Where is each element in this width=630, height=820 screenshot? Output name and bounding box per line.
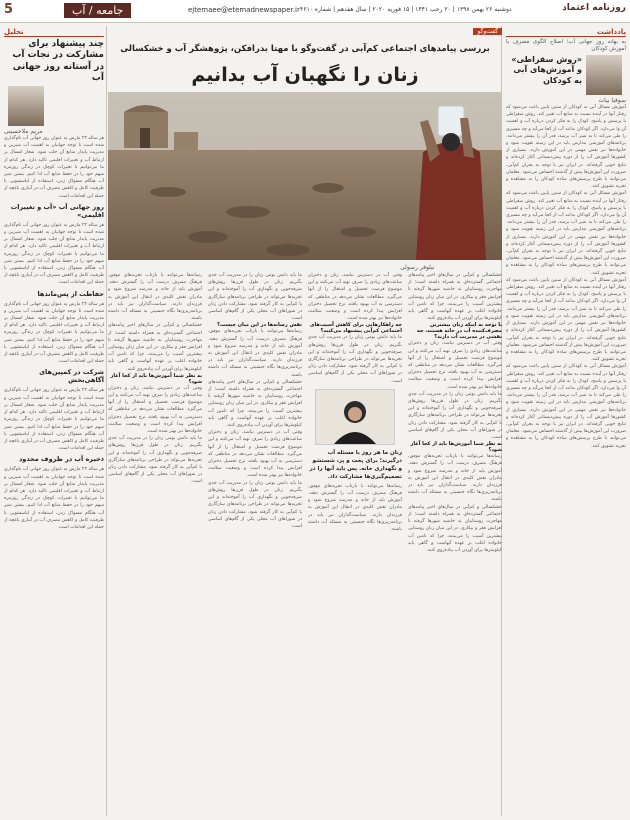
story-text: ما باید دانش بومی زنان را در مدیریت آب جدی بگیریم. زنان در طول قرن‌ها روش‌های صرفه‌جویی و نگهداری آب را آموخته‌اند و این تجربه‌ها می‌تواند در طراحی برنامه‌های سازگاری با کم‌آبی به کار گرفته شود. مشارکت دادن زنان در شوراهای آب محلی یکی از گام‌های اساسی است. [408, 391, 502, 441]
story-body [108, 272, 502, 816]
interview-question: به نظر شما آموزش‌ها باید از کجا آغاز شود؟ [110, 372, 202, 385]
story-kicker [108, 28, 502, 36]
story-text: خشکسالی و کم‌آبی در سال‌های اخیر پیامدهای اجتماعی گسترده‌ای به همراه داشته است؛ از مهاجرت روستاییان به حاشیه شهرها گرفته تا افزایش فقر و بیکاری. در این میان زنان روستایی بیشترین آسیب را می‌بینند، چرا که تامین آب خانواده اغلب بر عهده آنهاست و گاهی باید کیلومترها برای آوردن آب پیاده‌روی کنند. [108, 323, 202, 372]
page-header [0, 0, 630, 23]
story-column [208, 272, 302, 816]
section-label: جامعه / آب [64, 3, 131, 18]
analysis-subhead: ذخیره آب در ظروف محدود [18, 455, 104, 464]
story-text: خشکسالی و کم‌آبی در سال‌های اخیر پیامدهای اجتماعی گسترده‌ای به همراه داشته است؛ از مهاجرت روستاییان به حاشیه شهرها گرفته تا افزایش فقر و بیکاری. در این میان زنان روستایی بیشترین آسیب را می‌بینند، چرا که تامین آب خانواده اغلب بر عهده آنهاست و گاهی باید کیلومترها برای آوردن آب پیاده‌روی کنند. [408, 273, 502, 322]
pull-quote: زنان ما هر روز با مسئله آب درگیرند؛ برای پخت و پز، شستشو و نگهداری خانه. پس باید آنها را در تصمیم‌گیری‌ها مشارکت داد. [309, 449, 402, 480]
interviewee-photo [315, 389, 395, 445]
hero-photo-graphic [108, 92, 502, 260]
interview-question: نقش رسانه‌ها در این میان چیست؟ [217, 322, 302, 329]
story-text: وقتی آب در دسترس نباشد، زنان و دختران ساعت‌های زیادی را صرف تهیه آب می‌کنند و این موضوع فرصت تحصیل و اشتغال را از آنها می‌گیرد. مطالعات نشان می‌دهد در مناطقی که دسترسی به آب بهبود یافته، نرخ تحصیل دختران افزایش پیدا کرده است و وضعیت سلامت خانواده‌ها نیز بهتر شده است. [308, 273, 402, 322]
story-text: ما باید دانش بومی زنان را در مدیریت آب جدی بگیریم. زنان در طول قرن‌ها روش‌های صرفه‌جویی و نگهداری آب را آموخته‌اند و این تجربه‌ها می‌تواند در طراحی برنامه‌های سازگاری با کم‌آبی به کار گرفته شود. مشارکت دادن زنان در شوراهای آب محلی یکی از گام‌های اساسی است. [208, 273, 302, 322]
story-text: خشکسالی و کم‌آبی در سال‌های اخیر پیامدهای اجتماعی گسترده‌ای به همراه داشته است؛ از مهاجرت روستاییان به حاشیه شهرها گرفته تا افزایش فقر و بیکاری. در این میان زنان روستایی بیشترین آسیب را می‌بینند، چرا که تامین آب خانواده اغلب بر عهده آنهاست و گاهی باید کیلومترها برای آوردن آب پیاده‌روی کنند. [408, 504, 502, 553]
story-text: وقتی آب در دسترس نباشد، زنان و دختران ساعت‌های زیادی را صرف تهیه آب می‌کنند و این موضوع فرصت تحصیل و اشتغال را از آنها می‌گیرد. مطالعات نشان می‌دهد در مناطقی که دسترسی به آب بهبود یافته، نرخ تحصیل دختران افزایش پیدا کرده است و وضعیت سلامت خانواده‌ها نیز بهتر شده است. [408, 341, 502, 390]
story-column [308, 272, 402, 816]
story-text: وقتی آب در دسترس نباشد، زنان و دختران ساعت‌های زیادی را صرف تهیه آب می‌کنند و این موضوع فرصت تحصیل و اشتغال را از آنها می‌گیرد. مطالعات نشان می‌دهد در مناطقی که دسترسی به آب بهبود یافته، نرخ تحصیل دختران افزایش پیدا کرده است و وضعیت سلامت خانواده‌ها نیز بهتر شده است. [108, 385, 202, 435]
analysis-body: هر ساله ۲۲ مارس به عنوان روز جهانی آب نام‌گذاری شده است تا توجه جهانیان به اهمیت آب شیرین و مدیریت پایدار منابع آن جلب شود. شعار امسال بر ارتباط آب و تغییرات اقلیمی تاکید دارد. هر کدام از ما می‌توانیم با تغییرات کوچک در زندگی روزمره سهم خود را در حفظ منابع آب ادا کنیم. بستن شیر آب هنگام مسواک زدن، استفاده از لباسشویی با ظرفیت کامل و کاهش مصرف آب در آبیاری باغچه از جمله این اقدامات است. [4, 136, 104, 199]
story-text: خشکسالی و کم‌آبی در سال‌های اخیر پیامدهای اجتماعی گسترده‌ای به همراه داشته است؛ از مهاجرت روستاییان به حاشیه شهرها گرفته تا افزایش فقر و بیکاری. در این میان زنان روستایی بیشترین آسیب را می‌بینند، چرا که تامین آب خانواده اغلب بر عهده آنهاست و گاهی باید کیلومترها برای آوردن آب پیاده‌روی کنند. [208, 379, 302, 429]
hero-photo [108, 92, 502, 260]
analysis-title: چند پیشنهاد برای مشارکت در نجات آب در آستانه روز جهانی آب [12, 39, 104, 83]
note-body: آموزش مسائل آبی به کودکان از سنین پایین باعث می‌شود که رفتار آنها در آینده نسبت به منابع آب تغییر کند. روش سقراطی با پرسش و پاسخ، کودک را به فکر کردن درباره آب و اهمیت آن وا می‌دارد. اگر کودکان بدانند آب از کجا می‌آید و چه مسیری را طی می‌کند تا به شیر آب برسد، قدر آن را بیشتر می‌دانند. برنامه‌های آموزشی مدارس باید در این زمینه تقویت شود و خانواده‌ها نیز نقش مهمی در این آموزش دارند. بسیاری از کشورها آموزش آب را از دوره پیش‌دبستانی آغاز کرده‌اند و نتایج خوبی گرفته‌اند. در ایران نیز با توجه به بحران کم‌آبی، ضرورت این آموزش‌ها بیش از گذشته احساس می‌شود. معلمان می‌توانند با طرح پرسش‌های ساده کودکان را به مشاهده و تجربه تشویق کنند. [506, 105, 626, 190]
analysis-body: هر ساله ۲۲ مارس به عنوان روز جهانی آب نام‌گذاری شده است تا توجه جهانیان به اهمیت آب شیرین و مدیریت پایدار منابع آن جلب شود. شعار امسال بر ارتباط آب و تغییرات اقلیمی تاکید دارد. هر کدام از ما می‌توانیم با تغییرات کوچک در زندگی روزمره سهم خود را در حفظ منابع آب ادا کنیم. بستن شیر آب هنگام مسواک زدن، استفاده از لباسشویی با ظرفیت کامل و کاهش مصرف آب در آبیاری باغچه از جمله این اقدامات است. [4, 222, 104, 286]
analysis-subhead: حفاظت از پس‌ماندها [37, 289, 104, 298]
note-body-continued: آموزش مسائل آبی به کودکان از سنین پایین باعث می‌شود که رفتار آنها در آینده نسبت به منابع آب تغییر کند. روش سقراطی با پرسش و پاسخ، کودک را به فکر کردن درباره آب و اهمیت آن وا می‌دارد. اگر کودکان بدانند آب از کجا می‌آید و چه مسیری را طی می‌کند تا به شیر آب برسد، قدر آن را بیشتر می‌دانند. برنامه‌های آموزشی مدارس باید در این زمینه تقویت شود و خانواده‌ها نیز نقش مهمی در این آموزش دارند. بسیاری از کشورها آموزش آب را از دوره پیش‌دبستانی آغاز کرده‌اند و نتایج خوبی گرفته‌اند. در ایران نیز با توجه به بحران کم‌آبی، ضرورت این آموزش‌ها بیش از گذشته احساس می‌شود. معلمان می‌توانند با طرح پرسش‌های ساده کودکان را به مشاهده و تجربه تشویق کنند. [506, 364, 626, 449]
note-body-continued: آموزش مسائل آبی به کودکان از سنین پایین باعث می‌شود که رفتار آنها در آینده نسبت به منابع آب تغییر کند. روش سقراطی با پرسش و پاسخ، کودک را به فکر کردن درباره آب و اهمیت آن وا می‌دارد. اگر کودکان بدانند آب از کجا می‌آید و چه مسیری را طی می‌کند تا به شیر آب برسد، قدر آن را بیشتر می‌دانند. برنامه‌های آموزشی مدارس باید در این زمینه تقویت شود و خانواده‌ها نیز نقش مهمی در این آموزش دارند. بسیاری از کشورها آموزش آب را از دوره پیش‌دبستانی آغاز کرده‌اند و نتایج خوبی گرفته‌اند. در ایران نیز با توجه به بحران کم‌آبی، ضرورت این آموزش‌ها بیش از گذشته احساس می‌شود. معلمان می‌توانند با طرح پرسش‌های ساده کودکان را به مشاهده و تجربه تشویق کنند. [506, 191, 626, 276]
interview-question: چه راهکارهایی برای کاهش آسیب‌های اجتماعی کم‌آبی پیشنهاد می‌کنید؟ [309, 322, 402, 335]
analysis-body: هر ساله ۲۲ مارس به عنوان روز جهانی آب نام‌گذاری شده است تا توجه جهانیان به اهمیت آب شیرین و مدیریت پایدار منابع آن جلب شود. شعار امسال بر ارتباط آب و تغییرات اقلیمی تاکید دارد. هر کدام از ما می‌توانیم با تغییرات کوچک در زندگی روزمره سهم خود را در حفظ منابع آب ادا کنیم. بستن شیر آب هنگام مسواک زدن، استفاده از لباسشویی با ظرفیت کامل و کاهش مصرف آب در آبیاری باغچه از جمله این اقدامات است. [4, 467, 104, 530]
story-column [108, 272, 202, 816]
note-intro: به بهانه روز جهانی آب؛ اصلاح الگوی مصرف با آموزش کودکان [506, 39, 626, 52]
kicker-label: گفت‌وگو [473, 28, 502, 35]
author-photo [8, 86, 44, 126]
column-tag: یادداشت [506, 28, 626, 37]
interview-question: به نظر شما آموزش‌ها باید از کجا آغاز شود؟ [410, 441, 502, 454]
left-column-analysis [4, 28, 104, 816]
right-column-note [506, 28, 626, 816]
date-line: دوشنبه ۲۶ بهمن ۱۳۹۸ | ۲۰ رجب ۱۴۴۱ | ۱۵ فوریه ۲۰۲۰ | سال هفدهم | شماره ۴۶۱۰ [300, 6, 512, 13]
author-name: مریم ملاحسینی [4, 128, 43, 135]
story-column [408, 272, 502, 816]
story-headline: زنان را نگهبان آب بدانیم [191, 64, 419, 86]
story-text: رسانه‌ها می‌توانند با بازتاب تجربه‌های موفق، فرهنگ مصرف درست آب را گسترش دهند. آموزش باید از خانه و مدرسه شروع شود و مادران نقش کلیدی در انتقال این آموزش به فرزندان دارند. سیاست‌گذاران نیز باید در برنامه‌ریزی‌ها نگاه جنسیتی به مسئله آب داشته باشند. [108, 273, 202, 322]
author-name: سوفیا بیات [598, 97, 626, 104]
author-photo [586, 55, 622, 95]
photo-credit: نیلوفر رسولی [400, 264, 435, 271]
note-title: «روش سقراطی» و آموزش‌های آبی به کودکان [511, 55, 582, 85]
page-number: 5 [4, 2, 14, 17]
story-text: رسانه‌ها می‌توانند با بازتاب تجربه‌های موفق، فرهنگ مصرف درست آب را گسترش دهند. آموزش باید از خانه و مدرسه شروع شود و مادران نقش کلیدی در انتقال این آموزش به فرزندان دارند. سیاست‌گذاران نیز باید در برنامه‌ریزی‌ها نگاه جنسیتی به مسئله آب داشته باشند. [308, 483, 402, 533]
analysis-body: هر ساله ۲۲ مارس به عنوان روز جهانی آب نام‌گذاری شده است تا توجه جهانیان به اهمیت آب شیرین و مدیریت پایدار منابع آن جلب شود. شعار امسال بر ارتباط آب و تغییرات اقلیمی تاکید دارد. هر کدام از ما می‌توانیم با تغییرات کوچک در زندگی روزمره سهم خود را در حفظ منابع آب ادا کنیم. بستن شیر آب هنگام مسواک زدن، استفاده از لباسشویی با ظرفیت کامل و کاهش مصرف آب در آبیاری باغچه از جمله این اقدامات است. [4, 301, 104, 365]
interview-question: با توجه به اینکه زنان بیشترین مصرف‌کننده آب در خانه هستند، چه نقشی در مدیریت آب دارند؟ [416, 322, 502, 341]
analysis-body: هر ساله ۲۲ مارس به عنوان روز جهانی آب نام‌گذاری شده است تا توجه جهانیان به اهمیت آب شیرین و مدیریت پایدار منابع آن جلب شود. شعار امسال بر ارتباط آب و تغییرات اقلیمی تاکید دارد. هر کدام از ما می‌توانیم با تغییرات کوچک در زندگی روزمره سهم خود را در حفظ منابع آب ادا کنیم. بستن شیر آب هنگام مسواک زدن، استفاده از لباسشویی با ظرفیت کامل و کاهش مصرف آب در آبیاری باغچه از جمله این اقدامات است. [4, 388, 104, 452]
story-text: رسانه‌ها می‌توانند با بازتاب تجربه‌های موفق، فرهنگ مصرف درست آب را گسترش دهند. آموزش باید از خانه و مدرسه شروع شود و مادران نقش کلیدی در انتقال این آموزش به فرزندان دارند. سیاست‌گذاران نیز باید در برنامه‌ریزی‌ها نگاه جنسیتی به مسئله آب داشته باشند. [408, 454, 502, 503]
story-subheadline: بررسی پیامدهای اجتماعی کم‌آبی در گفت‌وگو با مهتا بدرافکن، پژوهشگر آب و خشکسالی [120, 44, 490, 54]
column-divider [106, 26, 107, 816]
email-address[interactable]: ejtemaee@etemadnewspaper.ir [188, 6, 300, 14]
story-text: ما باید دانش بومی زنان را در مدیریت آب جدی بگیریم. زنان در طول قرن‌ها روش‌های صرفه‌جویی و نگهداری آب را آموخته‌اند و این تجربه‌ها می‌تواند در طراحی برنامه‌های سازگاری با کم‌آبی به کار گرفته شود. مشارکت دادن زنان در شوراهای آب محلی یکی از گام‌های اساسی است. [108, 436, 202, 485]
analysis-subhead: روز جهانی آب «آب و تغییرات اقلیمی» [10, 202, 104, 219]
story-text: رسانه‌ها می‌توانند با بازتاب تجربه‌های موفق، فرهنگ مصرف درست آب را گسترش دهند. آموزش باید از خانه و مدرسه شروع شود و مادران نقش کلیدی در انتقال این آموزش به فرزندان دارند. سیاست‌گذاران نیز باید در برنامه‌ریزی‌ها نگاه جنسیتی به مسئله آب داشته باشند. [208, 329, 302, 378]
note-body-continued: آموزش مسائل آبی به کودکان از سنین پایین باعث می‌شود که رفتار آنها در آینده نسبت به منابع آب تغییر کند. روش سقراطی با پرسش و پاسخ، کودک را به فکر کردن درباره آب و اهمیت آن وا می‌دارد. اگر کودکان بدانند آب از کجا می‌آید و چه مسیری را طی می‌کند تا به شیر آب برسد، قدر آن را بیشتر می‌دانند. برنامه‌های آموزشی مدارس باید در این زمینه تقویت شود و خانواده‌ها نیز نقش مهمی در این آموزش دارند. بسیاری از کشورها آموزش آب را از دوره پیش‌دبستانی آغاز کرده‌اند و نتایج خوبی گرفته‌اند. در ایران نیز با توجه به بحران کم‌آبی، ضرورت این آموزش‌ها بیش از گذشته احساس می‌شود. معلمان می‌توانند با طرح پرسش‌های ساده کودکان را به مشاهده و تجربه تشویق کنند. [506, 277, 626, 363]
analysis-subhead: شرکت در کمپین‌های آگاهی‌بخش [39, 368, 104, 385]
interviewee-photo-graphic [316, 390, 394, 444]
newspaper-logo: روزنامه اعتماد [562, 3, 626, 13]
story-text: ما باید دانش بومی زنان را در مدیریت آب جدی بگیریم. زنان در طول قرن‌ها روش‌های صرفه‌جویی و نگهداری آب را آموخته‌اند و این تجربه‌ها می‌تواند در طراحی برنامه‌های سازگاری با کم‌آبی به کار گرفته شود. مشارکت دادن زنان در شوراهای آب محلی یکی از گام‌های اساسی است. [308, 335, 402, 384]
story-text: ما باید دانش بومی زنان را در مدیریت آب جدی بگیریم. زنان در طول قرن‌ها روش‌های صرفه‌جویی و نگهداری آب را آموخته‌اند و این تجربه‌ها می‌تواند در طراحی برنامه‌های سازگاری با کم‌آبی به کار گرفته شود. مشارکت دادن زنان در شوراهای آب محلی یکی از گام‌های اساسی است. [208, 480, 302, 529]
story-text: وقتی آب در دسترس نباشد، زنان و دختران ساعت‌های زیادی را صرف تهیه آب می‌کنند و این موضوع فرصت تحصیل و اشتغال را از آنها می‌گیرد. مطالعات نشان می‌دهد در مناطقی که دسترسی به آب بهبود یافته، نرخ تحصیل دختران افزایش پیدا کرده است و وضعیت سلامت خانواده‌ها نیز بهتر شده است. [208, 430, 302, 479]
column-tag: تحلیل [4, 28, 104, 37]
